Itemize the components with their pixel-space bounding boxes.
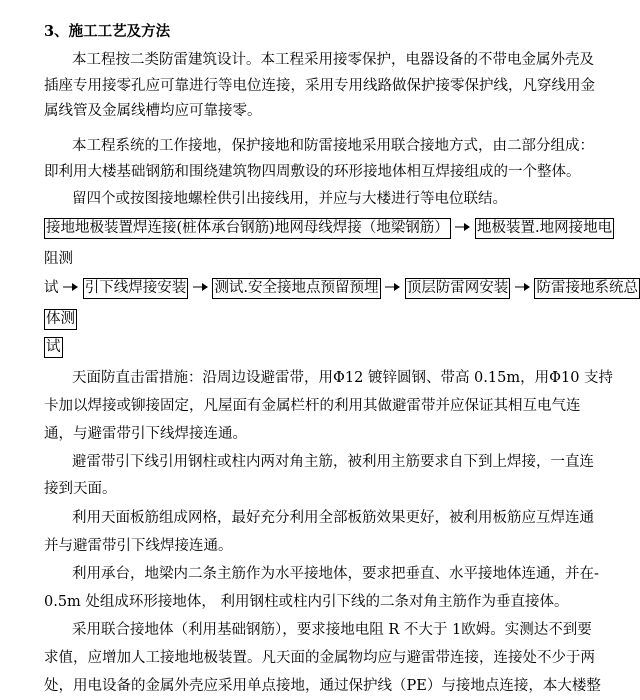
paragraph-line: 留四个或按图接地螺栓供引出接线用，并应与大楼进行等电位联结。: [72, 191, 507, 207]
arrow-right-icon: [385, 282, 400, 292]
flowchart-row: [44, 309, 77, 330]
flow-step-continuation: 试: [44, 280, 59, 296]
flow-step-roof-mesh: 顶层防雷网安装: [405, 278, 511, 299]
paragraph-line: 0.5m 处组成环形接地体， 利用钢柱或柱内引下线的二条对角主筋作为垂直接体。: [44, 594, 569, 610]
arrow-right-icon: [515, 282, 530, 292]
flow-step-resistance-test: 地极装置.地网接地电: [475, 218, 614, 239]
paragraph-line: 即利用大楼基础钢筋和围绕建筑物四周敷设的环形接地体相互焊接组成的一个整体。: [44, 164, 581, 180]
flowchart-row: [44, 337, 63, 358]
section-heading: 3、施工工艺及方法: [44, 23, 171, 40]
flow-step-continuation: 体测: [44, 309, 77, 330]
paragraph-line: 插座专用接零孔应可靠进行等电位连接，采用专用线路做保护接零保护线，凡穿线用金: [44, 78, 595, 94]
paragraph-line: 采用联合接地体（利用基础钢筋），要求接地电阻 R 不大于 1欧姆。实测达不到要: [72, 622, 592, 638]
arrow-right-icon: [63, 282, 78, 292]
paragraph-line: 利用天面板筋组成网格，最好充分利用全部板筋效果更好，被利用板筋应互焊连通: [72, 510, 594, 526]
paragraph-line: 本工程系统的工作接地，保护接地和防雷接地采用联合接地方式，由二部分组成：: [72, 138, 594, 154]
paragraph-line: 并与避雷带引下线焊接连通。: [44, 538, 233, 554]
arrow-right-icon: [455, 222, 470, 232]
paragraph-line: 属线管及金属线槽均应可靠接零。: [44, 103, 262, 119]
flowchart-row: [44, 278, 640, 299]
flowchart-row: [44, 218, 614, 239]
paragraph-line: 避雷带引下线引用钢柱或柱内两对角主筋，被利用主筋要求自下到上焊接，一直连: [72, 454, 594, 470]
arrow-right-icon: [193, 282, 208, 292]
flow-step-system-test: 防雷接地系统总: [534, 278, 640, 299]
flow-step-downlead-welding: 引下线焊接安装: [83, 278, 189, 299]
paragraph-line: 求值，应增加人工接地地极装置。凡天面的金属物均应与避雷带连接，连接处不少于两: [44, 650, 595, 666]
flow-step-continuation: 试: [44, 337, 63, 358]
paragraph-line: 卡加以焊接或铆接固定，凡屋面有金属栏杆的利用其做避雷带并应保证其相互电气连: [44, 398, 581, 414]
flow-step-continuation: 阻测: [44, 251, 73, 267]
paragraph-line: 通，与避雷带引下线焊接连通。: [44, 426, 247, 442]
paragraph-line: 天面防直击雷措施：沿周边设避雷带，用Φ12 镀锌圆钢、带高 0.15m，用Φ10 支持: [72, 370, 614, 386]
flow-step-test-embed: 测试.安全接地点预留预埋: [212, 278, 380, 299]
paragraph-line: 利用承台，地梁内二条主筋作为水平接地体，要求把垂直、水平接地体连通，并在-: [72, 566, 599, 582]
paragraph-line: 接到天面。: [44, 481, 117, 497]
paragraph-line: 本工程按二类防雷建筑设计。本工程采用接零保护，电器设备的不带电金属外壳及: [72, 52, 594, 68]
flow-step-grounding-install: 接地地极装置焊连接(桩体承台钢筋)地网母线焊接（地梁钢筋）: [44, 218, 451, 239]
paragraph-line: 处，用电设备的金属外壳应采用单点接地，通过保护线（PE）与接地点连接，本大楼整: [44, 678, 601, 694]
